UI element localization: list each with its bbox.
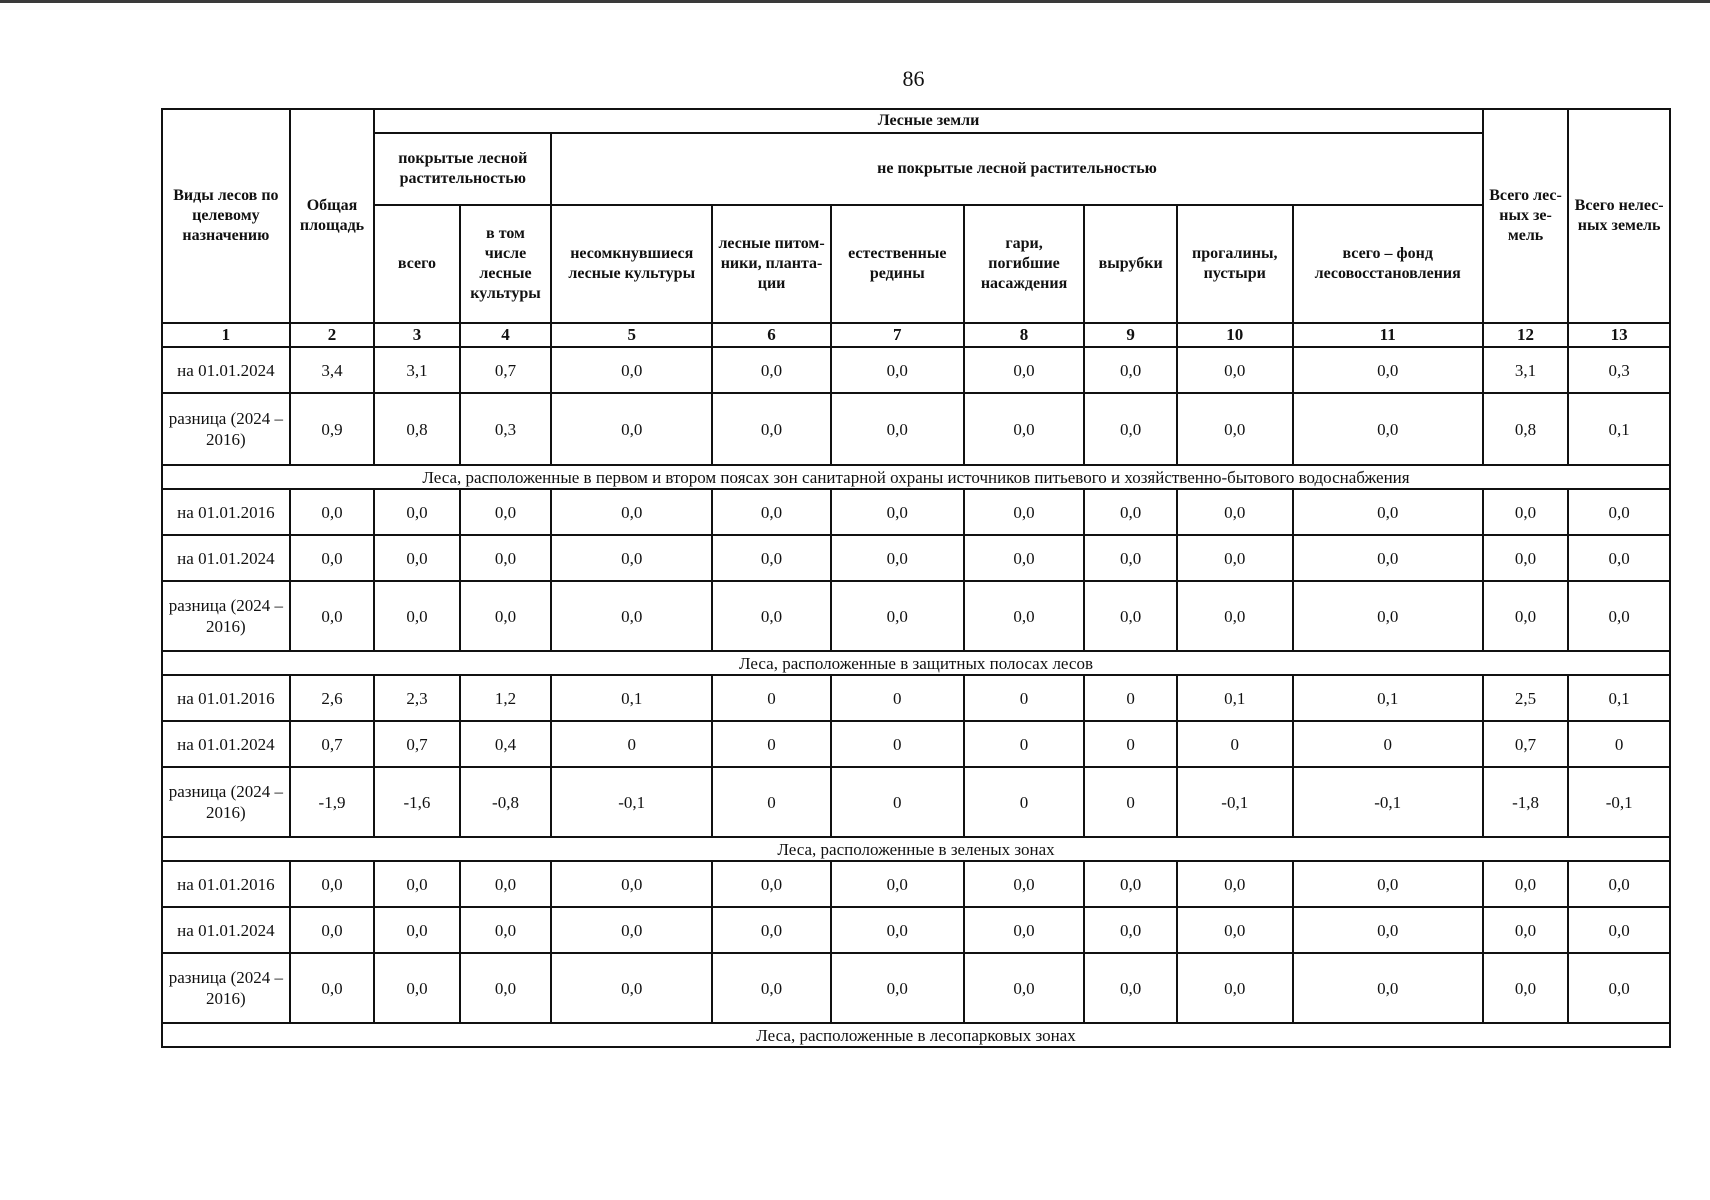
row-label: на 01.01.2024 [162, 907, 290, 953]
table-cell: 0,0 [1483, 907, 1569, 953]
table-cell: 0,0 [964, 907, 1085, 953]
table-cell: 0,0 [551, 581, 712, 651]
table-cell: -0,1 [1293, 767, 1483, 837]
header-col-6: лесные питомники, плантации [712, 205, 831, 323]
table-cell: 0,0 [1084, 393, 1177, 465]
table-cell: 2,5 [1483, 675, 1569, 721]
table-cell: 0,8 [374, 393, 460, 465]
table-cell: 0,7 [374, 721, 460, 767]
table-cell: 0,1 [551, 675, 712, 721]
table-cell: 0,1 [1293, 675, 1483, 721]
row-label: на 01.01.2016 [162, 675, 290, 721]
table-cell: 0,0 [551, 489, 712, 535]
table-cell: 0,0 [1084, 535, 1177, 581]
table-cell: 0,0 [1483, 489, 1569, 535]
table-row [162, 907, 1670, 953]
table-cell: 0,0 [1568, 907, 1670, 953]
table-cell: 0,1 [1568, 393, 1670, 465]
table-cell: 0,7 [460, 347, 552, 393]
table-cell: 3,4 [290, 347, 374, 393]
table-row [162, 721, 1670, 767]
table-cell: 0,0 [1177, 393, 1293, 465]
header-col-4: в том числе лесные культуры [460, 205, 552, 323]
table-cell: 0,0 [831, 347, 964, 393]
table-cell: 0,0 [374, 953, 460, 1023]
table-cell: 0,0 [460, 861, 552, 907]
table-row [162, 953, 1670, 1023]
table-cell: 0 [1084, 767, 1177, 837]
table-cell: 0,9 [290, 393, 374, 465]
row-label: на 01.01.2024 [162, 347, 290, 393]
table-cell: 0,0 [964, 535, 1085, 581]
table-cell: 0 [551, 721, 712, 767]
table-cell: 0,0 [964, 953, 1085, 1023]
header-col-10: прогалины, пустыри [1177, 205, 1293, 323]
table-row [162, 675, 1670, 721]
table-cell: -0,1 [1568, 767, 1670, 837]
table-cell: 0,0 [374, 535, 460, 581]
table-cell: 0,0 [1084, 347, 1177, 393]
table-cell: 0,0 [374, 861, 460, 907]
table-cell: 0 [1293, 721, 1483, 767]
table-cell: 0,0 [551, 535, 712, 581]
section-title: Леса, расположенные в зеленых зонах [162, 837, 1670, 861]
table-cell: 0,0 [831, 489, 964, 535]
column-number: 10 [1177, 323, 1293, 347]
row-label: разница (2024 – 2016) [162, 953, 290, 1023]
table-cell: 0,0 [551, 393, 712, 465]
column-number: 12 [1483, 323, 1569, 347]
table-cell: 0,0 [290, 581, 374, 651]
table-cell: 0,0 [290, 489, 374, 535]
header-total-forest-lands: Всего лесных земель [1483, 109, 1569, 323]
header-col-7: естественные редины [831, 205, 964, 323]
table-cell: 0 [831, 767, 964, 837]
table-cell: 0,0 [1568, 861, 1670, 907]
table-cell: 0 [712, 767, 831, 837]
row-label: на 01.01.2016 [162, 489, 290, 535]
table-cell: 0,4 [460, 721, 552, 767]
table-cell: 3,1 [1483, 347, 1569, 393]
table-row [162, 581, 1670, 651]
table-cell: 0,0 [964, 489, 1085, 535]
table-cell: 0,0 [1483, 861, 1569, 907]
table-cell: 0,0 [1293, 347, 1483, 393]
table-cell: 0,0 [460, 489, 552, 535]
column-number: 3 [374, 323, 460, 347]
table-cell: 0,0 [1293, 535, 1483, 581]
table-cell: 0,0 [1177, 581, 1293, 651]
table-cell: 0,0 [964, 581, 1085, 651]
table-cell: -0,1 [1177, 767, 1293, 837]
table-row [162, 489, 1670, 535]
table-cell: 0,3 [460, 393, 552, 465]
table-cell: 0,0 [1084, 953, 1177, 1023]
table-cell: 0,0 [460, 907, 552, 953]
table-row [162, 535, 1670, 581]
table-cell: 0,7 [290, 721, 374, 767]
column-number: 4 [460, 323, 552, 347]
table-cell: 0,0 [290, 535, 374, 581]
table-cell: 0,0 [1177, 489, 1293, 535]
table-body [162, 347, 1670, 1047]
table-header [162, 109, 1670, 347]
table-cell: 3,1 [374, 347, 460, 393]
table-cell: 0,0 [712, 535, 831, 581]
row-label: на 01.01.2024 [162, 721, 290, 767]
row-label: разница (2024 – 2016) [162, 767, 290, 837]
header-total-area: Общая площадь [290, 109, 374, 323]
table-cell: 0 [1084, 721, 1177, 767]
table-cell: 0,0 [831, 535, 964, 581]
column-number: 8 [964, 323, 1085, 347]
table-cell: 0 [964, 721, 1085, 767]
column-number: 2 [290, 323, 374, 347]
header-forest-lands: Лесные земли [374, 109, 1483, 133]
table-cell: 0 [712, 675, 831, 721]
table-cell: 0,0 [290, 953, 374, 1023]
table-cell: 0,0 [460, 581, 552, 651]
section-title: Леса, расположенные в первом и втором поясах зон санитарной охраны источников питьевого и хозяйственно-бытового водоснабжения [162, 465, 1670, 489]
row-label: разница (2024 – 2016) [162, 393, 290, 465]
table-cell: 0,1 [1177, 675, 1293, 721]
table-cell: 0,0 [964, 861, 1085, 907]
table-cell: 0,0 [290, 907, 374, 953]
table-cell: 0,0 [374, 907, 460, 953]
table-cell: -0,8 [460, 767, 552, 837]
table-cell: 0,0 [1177, 861, 1293, 907]
table-cell: 0,0 [460, 535, 552, 581]
header-not-covered: не покрытые лесной растительностью [551, 133, 1483, 205]
header-total-nonforest-lands: Всего нелесных земель [1568, 109, 1670, 323]
column-number: 6 [712, 323, 831, 347]
table-cell: 0,0 [1084, 861, 1177, 907]
table-cell: 0,0 [831, 907, 964, 953]
table-cell: 0,0 [1568, 953, 1670, 1023]
table-cell: 0 [712, 721, 831, 767]
table-cell: -1,9 [290, 767, 374, 837]
table-cell: 0,0 [1293, 907, 1483, 953]
header-col-11: всего – фонд лесовосстановления [1293, 205, 1483, 323]
table-cell: 0,0 [1177, 535, 1293, 581]
table-cell: 0,0 [374, 581, 460, 651]
table-cell: 0 [964, 767, 1085, 837]
table-cell: 0,0 [1293, 489, 1483, 535]
section-title: Леса, расположенные в лесопарковых зонах [162, 1023, 1670, 1047]
row-label: на 01.01.2024 [162, 535, 290, 581]
table-cell: 2,6 [290, 675, 374, 721]
table-cell: 0,0 [1084, 907, 1177, 953]
table-cell: 0,0 [964, 393, 1085, 465]
table-cell: 0,0 [1568, 489, 1670, 535]
section-title: Леса, расположенные в защитных полосах лесов [162, 651, 1670, 675]
table-cell: 0 [964, 675, 1085, 721]
header-col-8: гари, погибшие насаждения [964, 205, 1085, 323]
table-cell: 0,0 [712, 347, 831, 393]
column-number: 9 [1084, 323, 1177, 347]
table-cell: 0,0 [712, 953, 831, 1023]
table-cell: 0,0 [1568, 535, 1670, 581]
table-cell: 2,3 [374, 675, 460, 721]
page-number: 86 [902, 66, 925, 91]
table-cell: 0,0 [1483, 581, 1569, 651]
header-covered: покрытые лесной растительностью [374, 133, 551, 205]
table-cell: 0,0 [712, 393, 831, 465]
table-cell: 0,0 [374, 489, 460, 535]
table-cell: 0,0 [1483, 953, 1569, 1023]
header-forest-types: Виды лесов по целевому назначению [162, 109, 290, 323]
table-cell: 0,0 [1084, 489, 1177, 535]
table-cell: 0,0 [831, 393, 964, 465]
table-cell: 0,7 [1483, 721, 1569, 767]
table-cell: 0,3 [1568, 347, 1670, 393]
scan-edge-line [0, 0, 1710, 3]
table-row [162, 347, 1670, 393]
table-cell: 0 [1568, 721, 1670, 767]
table-cell: 0 [831, 675, 964, 721]
table-cell: 0,8 [1483, 393, 1569, 465]
header-col-3: всего [374, 205, 460, 323]
row-label: на 01.01.2016 [162, 861, 290, 907]
table-cell: 0,0 [1177, 953, 1293, 1023]
table-cell: 0,0 [1293, 581, 1483, 651]
table-cell: 1,2 [460, 675, 552, 721]
table-cell: 0,0 [712, 861, 831, 907]
section-row [162, 837, 1670, 861]
table-row [162, 393, 1670, 465]
table-cell: 0,0 [831, 953, 964, 1023]
table-cell: 0,0 [460, 953, 552, 1023]
table-cell: -1,8 [1483, 767, 1569, 837]
table-cell: 0,0 [1483, 535, 1569, 581]
table-cell: -0,1 [551, 767, 712, 837]
table-cell: 0 [1177, 721, 1293, 767]
table-cell: 0,0 [290, 861, 374, 907]
table-cell: 0,0 [1568, 581, 1670, 651]
table-cell: 0,0 [1084, 581, 1177, 651]
table-cell: -1,6 [374, 767, 460, 837]
table-cell: 0,0 [1293, 953, 1483, 1023]
table-cell: 0 [831, 721, 964, 767]
table-cell: 0,0 [551, 953, 712, 1023]
table-cell: 0,0 [1293, 861, 1483, 907]
table-cell: 0,0 [551, 347, 712, 393]
table-row [162, 861, 1670, 907]
table-cell: 0,0 [712, 489, 831, 535]
column-number: 7 [831, 323, 964, 347]
column-number: 1 [162, 323, 290, 347]
column-number: 5 [551, 323, 712, 347]
table-cell: 0,0 [831, 861, 964, 907]
table-cell: 0,0 [1177, 907, 1293, 953]
header-col-5: несомкнувшиеся лесные культуры [551, 205, 712, 323]
table-cell: 0,0 [1293, 393, 1483, 465]
table-cell: 0,0 [831, 581, 964, 651]
table-cell: 0,0 [964, 347, 1085, 393]
section-row [162, 1023, 1670, 1047]
row-label: разница (2024 – 2016) [162, 581, 290, 651]
table-cell: 0,0 [1177, 347, 1293, 393]
table-cell: 0 [1084, 675, 1177, 721]
table-cell: 0,0 [712, 907, 831, 953]
column-number-row [162, 323, 1670, 347]
column-number: 13 [1568, 323, 1670, 347]
header-col-9: вырубки [1084, 205, 1177, 323]
table-cell: 0,0 [551, 907, 712, 953]
table-cell: 0,0 [551, 861, 712, 907]
section-row [162, 465, 1670, 489]
table-cell: 0,0 [712, 581, 831, 651]
section-row [162, 651, 1670, 675]
table-row [162, 767, 1670, 837]
table-cell: 0,1 [1568, 675, 1670, 721]
forest-land-table [161, 108, 1671, 1048]
column-number: 11 [1293, 323, 1483, 347]
